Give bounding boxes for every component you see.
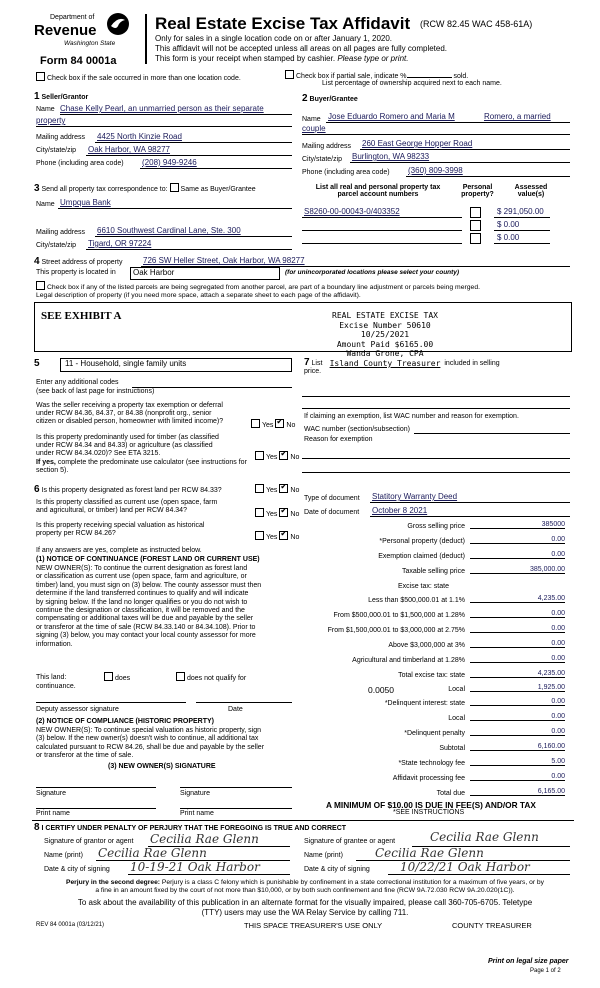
assessed-1[interactable]: $ 291,050.00 (497, 207, 544, 216)
bracket-3-value[interactable]: 0.00 (470, 625, 565, 633)
continuance-label: continuance. (36, 683, 76, 690)
bracket-2-label: From $500,000.01 to $1,500,000 at 1.28% (333, 612, 465, 619)
delinquent-local-label: Local (448, 715, 465, 722)
segregated-check[interactable]: Check box if any of the listed parcels are being segregated from another parcel, are part of a boundary line adjustment or parcels being merged. (36, 281, 480, 291)
assessed-2[interactable]: $ 0.00 (497, 220, 520, 229)
buyer-name-value2[interactable]: couple (302, 124, 326, 133)
perjury-notice: Perjury in the second degree: Perjury is a class C felony which is punishable by confinement in a state correctional institution for a maximum of five years, or by a fine in an amount fixed by the court of not more than $10,000, or by both such confinement and fine (RCW 9A.72.030 RCW 9A.20.020(1C)). (66, 879, 544, 894)
local-rate: 0.0050 (368, 685, 394, 695)
owner-print-label-2: Print name (180, 810, 214, 817)
affidavit-fee-value[interactable]: 0.00 (470, 773, 565, 781)
subtotal-label: Subtotal (439, 745, 465, 752)
gross-price-value[interactable]: 385000 (470, 521, 565, 529)
street-value[interactable]: 726 SW Heller Street, Oak Harbor, WA 98277 (143, 256, 305, 265)
tech-fee-value[interactable]: 5.00 (470, 758, 565, 766)
see-exhibit: SEE EXHIBIT A (41, 310, 122, 322)
grantor-sig-label: Signature of grantor or agent (44, 838, 134, 845)
notice-continuance-text: NEW OWNER(S): To continue the current designation as forest land or classification as current use (open space, farm and agriculture, or timber) land, you must sign on (3) below. The county assessor must then determine if the land transferred continues to qualify and will indicate by signing below. If the land no longer qualifies or you do not wish to continue the designation or classification, it will be removed and the compensating or additional taxes will be due and payable by the seller or transferor at the time of sale (RCW 84.33.140 or 84.34.108). Prior to signing (3) below, you may contact your local county assessor for more information. (36, 565, 262, 648)
form-number: Form 84 0001a (40, 55, 117, 67)
current-use-yes-no[interactable]: Yes✔ No (255, 508, 299, 518)
forest-question: 6 Is this property designated as forest land per RCW 84.33? (34, 484, 222, 495)
notice-continuance-title: (1) NOTICE OF CONTINUANCE (FOREST LAND OR CURRENT USE) (36, 556, 260, 563)
delinquent-local-value[interactable]: 0.00 (470, 713, 565, 721)
exemption-claim-label: If claiming an exemption, list WAC number and reason for exemption. (304, 413, 519, 420)
see-instructions: *SEE INSTRUCTIONS (393, 809, 465, 816)
delinquent-penalty-value[interactable]: 0.00 (470, 728, 565, 736)
grantor-date-city[interactable]: 10-19-21 Oak Harbor (130, 860, 260, 874)
grantee-sig-label: Signature of grantee or agent (304, 838, 396, 845)
located-label: This property is located in (36, 269, 116, 276)
personal-property-label: 7 List included in selling (304, 357, 500, 368)
corr-city-label: City/state/zip (36, 242, 77, 249)
alternate-format-notice: To ask about the availability of this publication in an alternate format for the visually impaired, please call 360-705-6705. Teletype (TTY) users may use the WA Relay Service by calling 711. (77, 898, 533, 917)
corr-name-value[interactable]: Umpqua Bank (60, 198, 111, 207)
taxable-price-label: Taxable selling price (401, 568, 465, 575)
local-label: Local (448, 686, 465, 693)
header-note3: This form is your receipt when stamped by cashier. Please type or print. (155, 54, 409, 63)
grantee-name-label: Name (print) (304, 852, 343, 859)
forest-yes-no[interactable]: Yes✔ No (255, 484, 299, 494)
land-does-not-check[interactable]: does not qualify for (176, 672, 246, 682)
bracket-1-label: Less than $500,000.01 at 1.1% (368, 597, 465, 604)
buyer-mailing-value[interactable]: 260 East George Hopper Road (362, 139, 473, 148)
local-value[interactable]: 1,925.00 (470, 684, 565, 692)
grantor-print-name[interactable]: Cecilia Rae Glenn (98, 846, 207, 860)
seller-phone-value[interactable]: (208) 949-9246 (142, 158, 197, 167)
dor-logo (30, 12, 130, 54)
land-does-check[interactable]: does (104, 672, 130, 682)
bracket-4-label: Above $3,000,000 at 3% (388, 642, 465, 649)
seller-phone-label: Phone (including area code) (36, 160, 124, 167)
personal-col-header: Personal property? (461, 184, 494, 198)
buyer-heading: 2 Buyer/Grantee (302, 93, 358, 104)
affidavit-fee-label: Affidavit processing fee (392, 775, 465, 782)
use-code-select[interactable]: 11 - Household, single family units (60, 358, 292, 372)
taxable-price-value[interactable]: 385,000.00 (470, 566, 565, 574)
form-citation: (RCW 82.45 WAC 458-61A) (420, 19, 533, 29)
buyer-name-label: Name (302, 116, 321, 123)
revenue-logo-icon (106, 12, 130, 36)
assessed-col-header: Assessed value(s) (514, 184, 548, 198)
corr-city-value[interactable]: Tigard, OR 97224 (88, 239, 152, 248)
deputy-date-label: Date (228, 706, 243, 713)
parcel-col-header: List all real and personal property tax parcel account numbers (315, 184, 441, 198)
washington-state: Washington State (64, 40, 116, 47)
bracket-5-label: Agricultural and timberland at 1.28% (352, 657, 465, 664)
owner-print-label-1: Print name (36, 810, 70, 817)
current-use-question: Is this property classified as current use (open space, farm and agricultural, or timber) land per RCW 84.34? (36, 499, 218, 515)
ownership-note: List percentage of ownership acquired next to each name. (322, 80, 502, 87)
if-any-yes: If any answers are yes, complete as instructed below. (36, 547, 202, 554)
grantee-print-name[interactable]: Cecilia Rae Glenn (375, 846, 484, 860)
bracket-2-value[interactable]: 0.00 (470, 610, 565, 618)
seller-city-label: City/state/zip (36, 147, 77, 154)
buyer-city-label: City/state/zip (302, 156, 343, 163)
bracket-4-value[interactable]: 0.00 (470, 640, 565, 648)
new-owner-sig-title: (3) NEW OWNER(S) SIGNATURE (108, 763, 216, 770)
exemption-deduct-label: Exemption claimed (deduct) (378, 553, 465, 560)
seller-name-value[interactable]: Chase Kelly Pearl, an unmarried person as their separate (60, 104, 264, 113)
personal-deduct-label: *Personal property (deduct) (379, 538, 465, 545)
corr-mailing-label: Mailing address (36, 229, 86, 236)
buyer-phone-label: Phone (including area code) (302, 169, 390, 176)
wac-label: WAC number (section/subsection) (304, 426, 410, 433)
partial-sale-check[interactable]: Check box if partial sale, indicate % sold. (285, 70, 468, 80)
unincorporated-note: (for unincorporated locations please select your county) (285, 269, 460, 276)
gross-price-label: Gross selling price (407, 523, 465, 530)
buyer-mailing-label: Mailing address (302, 143, 352, 150)
page-number: Page 1 of 2 (530, 968, 561, 974)
personal-2-check[interactable] (470, 220, 483, 232)
assessed-3[interactable]: $ 0.00 (497, 233, 520, 242)
seller-name-value2[interactable]: property (36, 116, 66, 125)
doc-date-label: Date of document (304, 509, 360, 516)
q1-yes-no[interactable]: Yes✔ No (251, 419, 295, 429)
bracket-1-value[interactable]: 4,235.00 (470, 595, 565, 603)
correspondence-label: 3 Send all property tax correspondence to: Same as Buyer/Grantee (34, 183, 256, 194)
grantor-name-label: Name (print) (44, 852, 83, 859)
legal-size-note: Print on legal size paper (488, 958, 569, 965)
revenue-wordmark: Revenue (34, 22, 97, 39)
grantor-signature[interactable]: Cecilia Rae Glenn (150, 832, 259, 846)
owner-sig-label-1: Signature (36, 790, 66, 797)
stamp-line: 10/25/2021 (360, 330, 410, 340)
grantor-date-label: Date & city of signing (44, 866, 110, 873)
q2-yes-no[interactable]: Yes✔ No (255, 451, 299, 461)
subtotal-value[interactable]: 6,160.00 (470, 743, 565, 751)
stamp-line: Island County Treasurer (329, 358, 441, 368)
doc-type-value[interactable]: Statitory Warranty Deed (372, 492, 458, 501)
personal-property-price: price. (304, 368, 322, 375)
street-label: 4 Street address of property (34, 256, 123, 267)
delinquent-penalty-label: *Delinquent penalty (404, 730, 465, 737)
see-back-note: (see back of last page for instructions) (36, 388, 155, 395)
seller-heading: 1 Seller/Grantor (34, 91, 89, 102)
treasurer-use-only: THIS SPACE TREASURER'S USE ONLY (244, 921, 383, 930)
seller-city-value[interactable]: Oak Harbor, WA 98277 (88, 145, 170, 154)
minimum-due: A MINIMUM OF $10.00 IS DUE IN FEE(S) AND/OR TAX (326, 800, 536, 810)
notice-compliance-text: NEW OWNER(S): To continue special valuation as historic property, sign (3) below. If the new owner(s) doesn't wish to continue, all additional tax calculated pursuant to RCW 84.26, shall be due and payable by the seller or transferor at the time of sale. (36, 727, 265, 760)
delinquent-state-value[interactable]: 0.00 (470, 698, 565, 706)
total-state-label: Total excise tax: state (398, 672, 465, 679)
doc-date-value[interactable]: October 8 2021 (372, 506, 428, 515)
personal-3-check[interactable] (470, 233, 483, 245)
exemption-question: Was the seller receiving a property tax exemption or deferral under RCW 84.36, 84.37, or 84.38 (nonprofit org., senior citizen or disabled person, homeowner with limited income)? (36, 402, 224, 426)
timber-question: Is this property predominantly used for timber (as classified under RCW 84.34 and 84.33) or agriculture (as classified under RCW 84.34.020)? See ETA 3215. If yes, complete the predominate use calculator (see instructions for section 5). (36, 434, 247, 474)
historic-yes-no[interactable]: Yes✔ No (255, 531, 299, 541)
owner-sig-label-2: Signature (180, 790, 210, 797)
excise-state-label: Excise tax: state (398, 583, 449, 590)
rev-number: REV 84 0001a (03/12/21) (36, 922, 105, 928)
county-treasurer: COUNTY TREASURER (452, 921, 532, 930)
same-as-buyer-check[interactable] (170, 183, 179, 192)
multi-location-check[interactable]: Check box if the sale occurred in more than one location code. (36, 72, 241, 82)
located-select[interactable]: Oak Harbor (130, 267, 280, 280)
this-land-label: This land: (36, 674, 67, 681)
exemption-deduct-value[interactable]: 0.00 (470, 551, 565, 559)
grantee-date-city[interactable]: 10/22/21 Oak Harbor (400, 860, 530, 874)
buyer-city-value[interactable]: Burlington, WA 98233 (352, 152, 430, 161)
buyer-name-value[interactable]: Jose Eduardo Romero and Maria M (328, 112, 455, 121)
doc-type-label: Type of document (304, 495, 360, 502)
delinquent-state-label: *Delinquent interest: state (384, 700, 465, 707)
stamp-line: REAL ESTATE EXCISE TAX (332, 311, 438, 320)
total-state-value[interactable]: 4,235.00 (470, 670, 565, 678)
section5-number: 5 (34, 358, 40, 369)
additional-codes-label: Enter any additional codes (36, 379, 119, 386)
stamp-line: Wanda Grone, CPA (346, 349, 424, 359)
certify-heading: 8 I CERTIFY UNDER PENALTY OF PERJURY THAT THE FOREGOING IS TRUE AND CORRECT (34, 822, 347, 833)
buyer-phone-value[interactable]: (360) 809-3998 (408, 166, 463, 175)
header-note2: This affidavit will not be accepted unless all areas on all pages are fully completed. (155, 44, 448, 53)
seller-mailing-value[interactable]: 4425 North Kinzie Road (97, 132, 182, 141)
personal-deduct-value[interactable]: 0.00 (470, 536, 565, 544)
total-due-label: Total due (436, 790, 465, 797)
dept-line: Department of (50, 14, 95, 21)
tech-fee-label: *State technology fee (398, 760, 465, 767)
stamp-line: Amount Paid $6165.00 (336, 339, 434, 349)
bracket-3-label: From $1,500,000.01 to $3,000,000 at 2.75% (327, 627, 465, 634)
parcel-1[interactable]: S8260-00-00043-0/403352 (304, 207, 400, 216)
grantee-date-label: Date & city of signing (304, 866, 370, 873)
corr-name-label: Name (36, 201, 55, 208)
legal-desc-label: Legal description of property (if you need more space, attach a separate sheet to each page of the affidavit). (36, 292, 361, 299)
corr-mailing-value[interactable]: 6610 Southwest Cardinal Lane, Ste. 300 (97, 226, 241, 235)
grantee-signature[interactable]: Cecilia Rae Glenn (430, 830, 539, 844)
historic-question: Is this property receiving special valuation as historical property per RCW 84.26? (36, 522, 205, 538)
bracket-5-value[interactable]: 0.00 (470, 655, 565, 663)
notice-compliance-title: (2) NOTICE OF COMPLIANCE (HISTORIC PROPERTY) (36, 718, 214, 725)
header-note1: Only for sales in a single location code on or after January 1, 2020. (155, 34, 393, 43)
personal-1-check[interactable] (470, 207, 483, 219)
deputy-sig-label: Deputy assessor signature (36, 706, 119, 713)
stamp-line: Excise Number 50610 (339, 320, 431, 330)
buyer-name-value-b[interactable]: Romero, a married (484, 112, 551, 121)
seller-mailing-label: Mailing address (36, 134, 86, 141)
seller-name-label: Name (36, 106, 55, 113)
total-due-value[interactable]: 6,165.00 (470, 788, 565, 796)
header-rule (145, 14, 147, 64)
form-title: Real Estate Excise Tax Affidavit (155, 14, 411, 33)
reason-label: Reason for exemption (304, 436, 373, 443)
